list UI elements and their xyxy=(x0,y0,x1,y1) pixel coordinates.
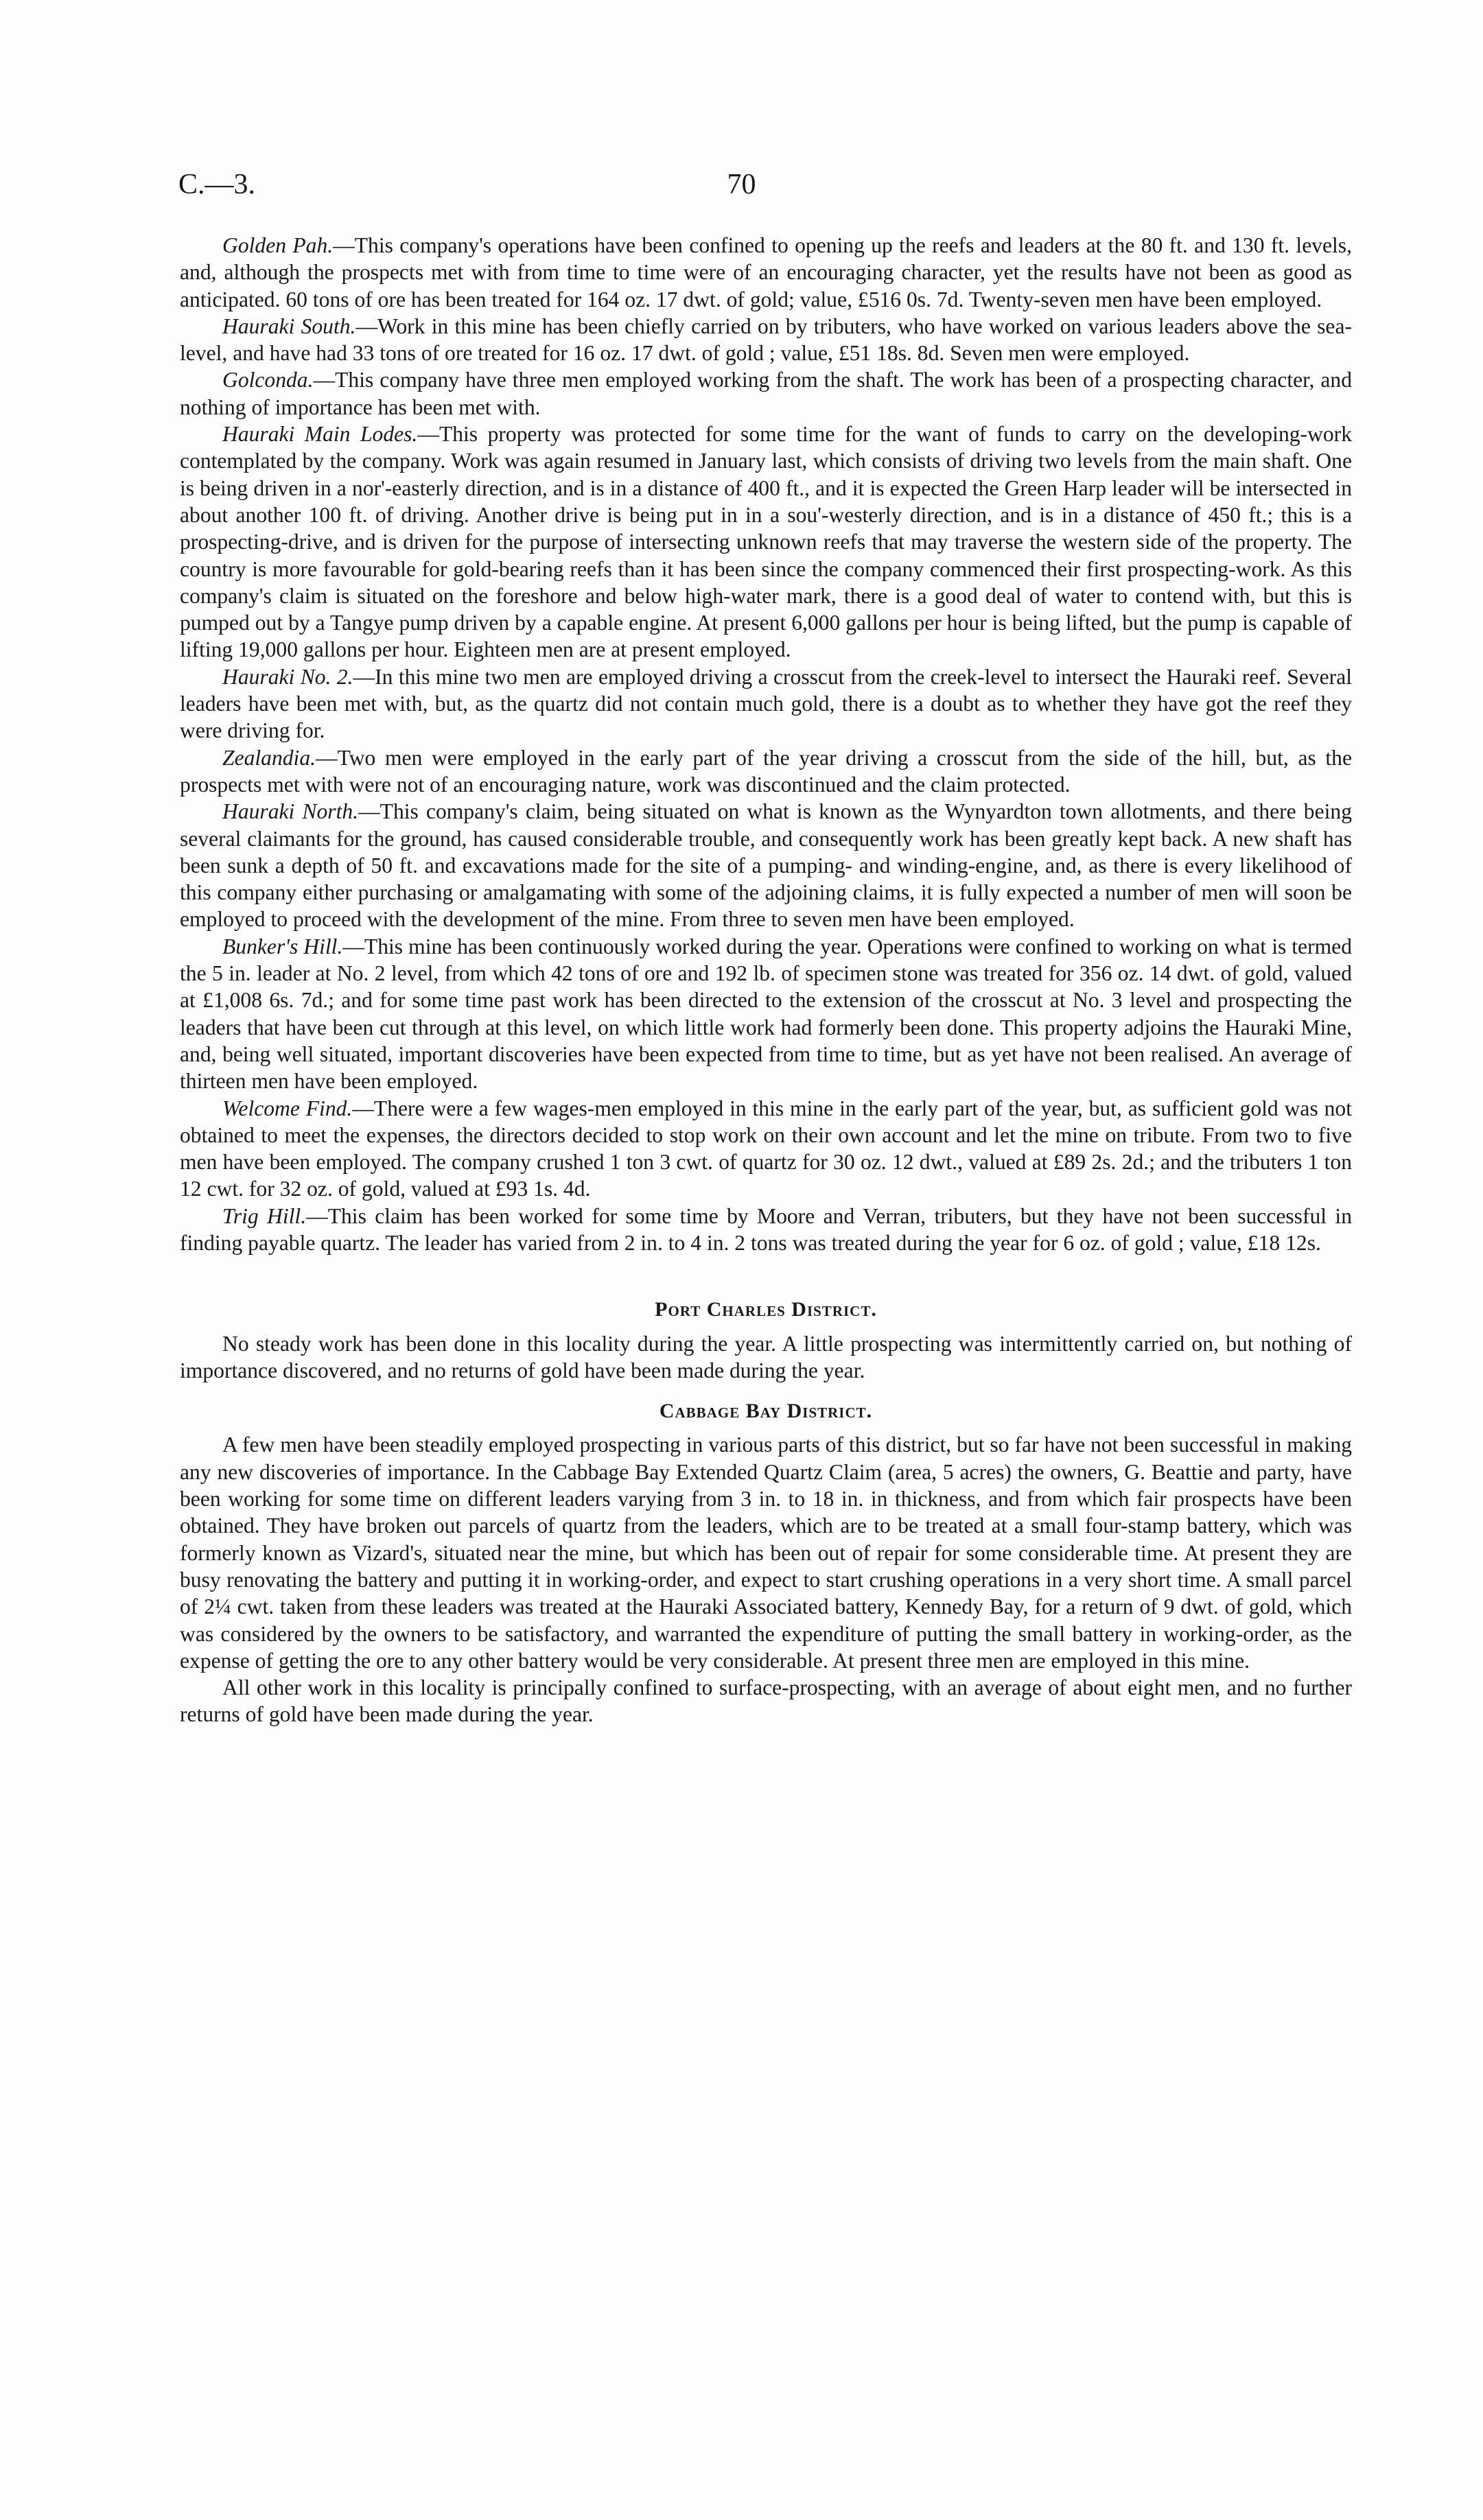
paragraph-text: —This claim has been worked for some time by Moore and Verran, tributers, but they have not been successful in finding payable quartz. The leader has varied from 2 in. to 4 in. 2 tons was treated during the year for 6 oz. of gold ; value, £18 12s. xyxy=(180,1203,1352,1255)
paragraph-lead: Hauraki South. xyxy=(222,314,356,338)
paragraph-hauraki-south xyxy=(180,313,1352,367)
document-reference: C.—3. xyxy=(178,169,256,200)
paragraph-text: —Work in this mine has been chiefly carried on by tributers, who have worked on various leaders above the sea-level, and have had 33 tons of ore treated for 16 oz. 17 dwt. of gold ; value, £51 18s. 8d. Seven men were employed. xyxy=(180,314,1352,366)
paragraph-text: —There were a few wages-men employed in this mine in the early part of the year, but, as sufficient gold was not obtained to meet the expenses, the directors decided to stop work on their own account and let the mine on tribute. From two to five men have been employed. The company crushed 1 ton 3 cwt. of quartz for 30 oz. 12 dwt., valued at £89 2s. 2d.; and the tributers 1 ton 12 cwt. for 32 oz. of gold, valued at £93 1s. 4d. xyxy=(180,1096,1352,1201)
section-heading-cabbage-bay: Cabbage Bay District. xyxy=(659,1400,873,1423)
paragraph-golconda xyxy=(180,366,1352,421)
paragraph-port-charles: No steady work has been done in this locality during the year. A little prospecting was intermittently carried on, but nothing of importance discovered, and no returns of gold have been made during the year. xyxy=(180,1331,1352,1382)
paragraph-golden-pah xyxy=(180,232,1352,313)
paragraph-lead: Golconda. xyxy=(222,368,314,392)
paragraph-lead: Bunker's Hill. xyxy=(222,934,343,958)
paragraph-cabbage-bay-1: A few men have been steadily employed prospecting in various parts of this district, but so far have not been successful in making any new discoveries of importance. In the Cabbage Bay Extended Quartz Claim (area, 5 acres) the owners, G. Beattie and party, have been working for some time on different leaders varying from 3 in. to 18 in. in thickness, and from which fair prospects have been obtained. They have broken out parcels of quartz from the leaders, which are to be treated at a small four-stamp battery, which was formerly known as Vizard's, situated near the mine, but which has been out of repair for some considerable time. At present they are busy renovating the battery and putting it in working-order, and expect to start crushing operations in a very short time. A small parcel of 2¼ cwt. taken from these leaders was treated at the Hauraki Associated battery, Kennedy Bay, for a return of 9 dwt. of gold, which was considered by the owners to be satisfactory, and warranted the expenditure of putting the small battery in working-order, as the expense of getting the ore to any other battery would be very considerable. At present three men are employed in this mine. xyxy=(180,1433,1352,1673)
paragraph-lead: Zealandia. xyxy=(222,745,316,770)
paragraph-text: —Two men were employed in the early part of the year driving a crosscut from the side of the hill, but, as the prospects met with were not of an encouraging nature, work was discontinued and the claim protected. xyxy=(180,745,1352,797)
paragraph-lead: Hauraki North. xyxy=(222,799,359,824)
section-heading-port-charles: Port Charles District. xyxy=(655,1298,877,1321)
paragraph-text: —This company have three men employed working from the shaft. The work has been of a prospecting character, and nothing of importance has been met with. xyxy=(180,368,1352,419)
paragraph-lead: Golden Pah. xyxy=(222,233,334,257)
paragraph-trig-hill xyxy=(180,1203,1352,1257)
paragraph-lead: Trig Hill. xyxy=(222,1203,307,1228)
paragraph-hauraki-main-lodes xyxy=(180,421,1352,663)
page-header xyxy=(178,168,1305,209)
paragraph-text: —This mine has been continuously worked during the year. Operations were confined to working on what is termed the 5 in. leader at No. 2 level, from which 42 tons of ore and 192 lb. of specimen stone was treated for 356 oz. 14 dwt. of gold, valued at £1,008 6s. 7d.; and for some time past work has been directed to the extension of the crosscut at No. 3 level and prospecting the leaders that have been cut through at this level, on which little work had formerly been done. This property adjoins the Hauraki Mine, and, being well situated, important discoveries have been expected from time to time, but as yet have not been realised. An average of thirteen men have been employed. xyxy=(180,934,1352,1094)
paragraph-hauraki-no-2 xyxy=(180,663,1352,744)
paragraph-bunkers-hill xyxy=(180,933,1352,1095)
paragraph-text: —This company's claim, being situated on what is known as the Wynyardton town allotments, and there being several claimants for the ground, has caused considerable trouble, and consequently work has been greatly kept back. A new shaft has been sunk a depth of 50 ft. and excavations made for the site of a pumping- and winding-engine, and, as there is every likelihood of this company either purchasing or amalgamating with some of the adjoining claims, it is fully expected a number of men will soon be employed to proceed with the development of the mine. From three to seven men have been employed. xyxy=(180,799,1353,932)
paragraph-lead: Hauraki No. 2. xyxy=(222,664,353,689)
paragraph-zealandia xyxy=(180,744,1352,799)
paragraph-cabbage-bay-2: All other work in this locality is principally confined to surface-prospecting, with an average of about eight men, and no further returns of gold have been made during the year. xyxy=(180,1675,1352,1727)
paragraph-lead: Hauraki Main Lodes. xyxy=(222,422,418,447)
page-number: 70 xyxy=(727,169,756,200)
paragraph-text: —This company's operations have been confined to opening up the reefs and leaders at the 80 ft. and 130 ft. levels, and, although the prospects met with from time to time were of an encouraging character, yet the results have not been as good as anticipated. 60 tons of ore has been treated for 164 oz. 17 dwt. of gold; value, £516 0s. 7d. Twenty-seven men have been employed. xyxy=(180,233,1353,311)
paragraph-hauraki-north xyxy=(180,798,1352,932)
document-body xyxy=(180,232,1352,1728)
paragraph-text: —This property was protected for some time for the want of funds to carry on the developing-work contemplated by the company. Work was again resumed in January last, which consists of driving two levels from the main shaft. One is being driven in a nor'-easterly direction, and is in a distance of 400 ft., and it is expected the Green Harp leader will be intersected in about another 100 ft. of driving. Another drive is being put in in a sou'-westerly direction, and is in a distance of 450 ft.; this is a prospecting-drive, and is driven for the purpose of intersecting unknown reefs that may traverse the western side of the property. The country is more favourable for gold-bearing reefs than it has been since the company commenced their first prospecting-work. As this company's claim is situated on the foreshore and below high-water mark, there is a good deal of water to contend with, but this is pumped out by a Tangye pump driven by a capable engine. At present 6,000 gallons per hour is being lifted, but the pump is capable of lifting 19,000 gallons per hour. Eighteen men are at present employed. xyxy=(180,422,1352,662)
paragraph-text: —In this mine two men are employed driving a crosscut from the creek-level to intersect the Hauraki reef. Several leaders have been met with, but, as the quartz did not contain much gold, there is a doubt as to whether they have got the reef they were driving for. xyxy=(180,664,1352,743)
paragraph-lead: Welcome Find. xyxy=(222,1096,353,1120)
paragraph-welcome-find xyxy=(180,1095,1352,1203)
